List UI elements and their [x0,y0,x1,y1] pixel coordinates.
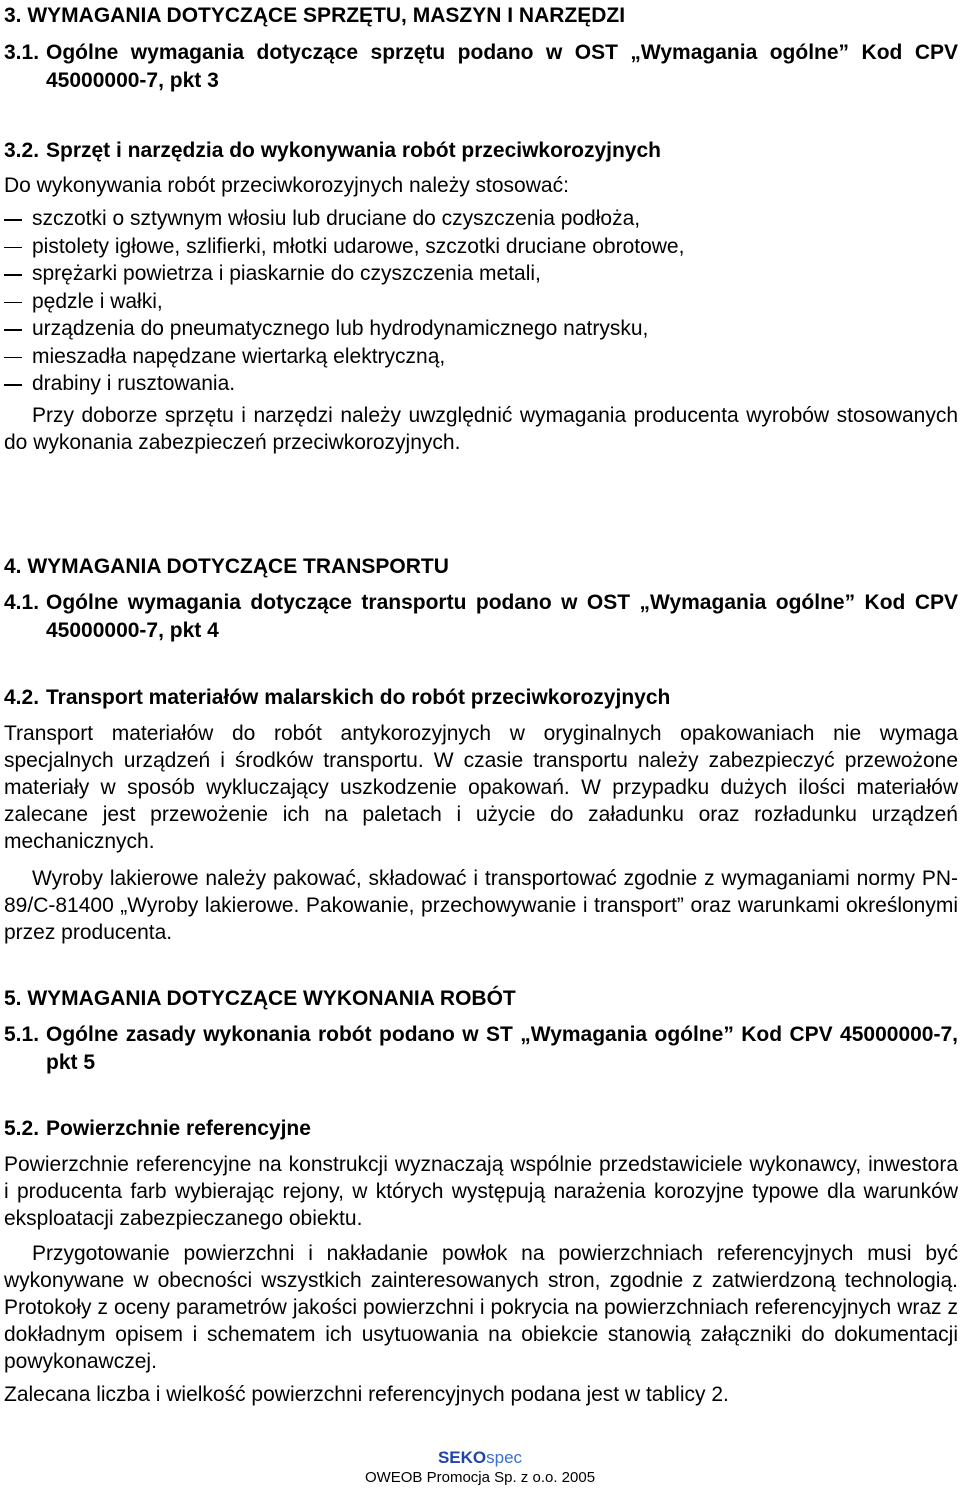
section-number: 5.2. [4,1117,40,1140]
list-item: sprężarki powietrza i piaskarnie do czyszczenia metali, [4,260,958,288]
section-3-2-heading [4,137,958,165]
section-title: Ogólne wymagania dotyczące sprzętu podano w OST „Wymagania ogólne” Kod CPV 45000000-7, pkt 3 [46,41,958,92]
section-number: 4.2. [4,686,40,709]
equipment-list [4,205,958,398]
section-3-heading: 3. WYMAGANIA DOTYCZĄCE SPRZĘTU, MASZYN I NARZĘDZI [4,4,626,27]
section-4-heading: 4. WYMAGANIA DOTYCZĄCE TRANSPORTU [4,555,449,578]
section-number: 3.2. [4,139,40,162]
section-title: Ogólne wymagania dotyczące transportu podano w OST „Wymagania ogólne” Kod CPV 45000000-7, pkt 4 [46,591,958,642]
section-3-1-heading [4,39,958,95]
section-title: Sprzęt i narzędzia do wykonywania robót przeciwkorozyjnych [46,139,661,162]
section-4-1-heading [4,589,958,645]
section-number: 5.1. [4,1023,40,1046]
reference-paragraph: Powierzchnie referencyjne na konstrukcji wyznaczają wspólnie przedstawiciele wykonawcy, inwestora i producenta farb wybierając rejony, w których występują narażenia korozyjne typowe dla warunków eksploatacji zabezpieczanego obiektu. [4,1153,958,1230]
transport-paragraph: Transport materiałów do robót antykorozyjnych w oryginalnych opakowaniach nie wymaga specjalnych urządzeń i środków transportu. W czasie transportu należy zabezpieczyć przewożone materiały w sposób wykluczający uszkodzenie opakowań. W przypadku dużych ilości materiałów zalecane jest przewożenie ich na paletach i użycie do załadunku oraz rozładunku urządzeń mechanicznych. [4,722,958,853]
list-item: mieszadła napędzane wiertarką elektryczną, [4,343,958,371]
section-5-2-heading [4,1115,958,1143]
section-title: Powierzchnie referencyjne [46,1117,311,1140]
section-number: 3.1. [4,41,40,64]
section-number: 4.1. [4,591,40,614]
section-title: Ogólne zasady wykonania robót podano w ST „Wymagania ogólne” Kod CPV 45000000-7, pkt 5 [46,1023,958,1074]
section-5-1-heading [4,1021,958,1077]
list-item: szczotki o sztywnym włosiu lub druciane do czyszczenia podłoża, [4,205,958,233]
equipment-intro: Do wykonywania robót przeciwkorozyjnych należy stosować: [4,174,569,197]
list-item: pistolety igłowe, szlifierki, młotki udarowe, szczotki druciane obrotowe, [4,233,958,261]
reference-paragraph: Przygotowanie powierzchni i nakładanie powłok na powierzchniach referencyjnych musi być wykonywane w obecności wszystkich zainteresowanych stron, zgodnie z zatwierdzoną technologią. Protokoły z oceny parametrów jakości powierzchni i pokrycia na powierzchniach referencyjnych wraz z dokładnym opisem i schematem ich usytuowania na obiekcie stanowią załączniki do dokumentacji powykonawczej. [4,1242,958,1373]
page-footer [0,1448,960,1488]
section-title: Transport materiałów malarskich do robót przeciwkorozyjnych [46,686,671,709]
footer-company: OWEOB Promocja Sp. z o.o. 2005 [364,1469,596,1486]
section-4-2-heading [4,684,958,712]
transport-paragraph: Wyroby lakierowe należy pakować, składować i transportować zgodnie z wymaganiami normy PN-89/C-81400 „Wyroby lakierowe. Pakowanie, przechowywanie i transport” oraz warunkami określonymi przez producenta. [4,867,958,944]
list-item: drabiny i rusztowania. [4,370,958,398]
reference-paragraph: Zalecana liczba i wielkość powierzchni referencyjnych podana jest w tablicy 2. [4,1383,729,1406]
sekospec-logo: SEKOspec [437,1448,523,1467]
list-item: pędzle i wałki, [4,288,958,316]
equipment-note: Przy doborze sprzętu i narzędzi należy uwzględnić wymagania producenta wyrobów stosowanych do wykonania zabezpieczeń przeciwkorozyjnych. [4,403,958,454]
section-5-heading: 5. WYMAGANIA DOTYCZĄCE WYKONANIA ROBÓT [4,987,516,1010]
list-item: urządzenia do pneumatycznego lub hydrodynamicznego natrysku, [4,315,958,343]
